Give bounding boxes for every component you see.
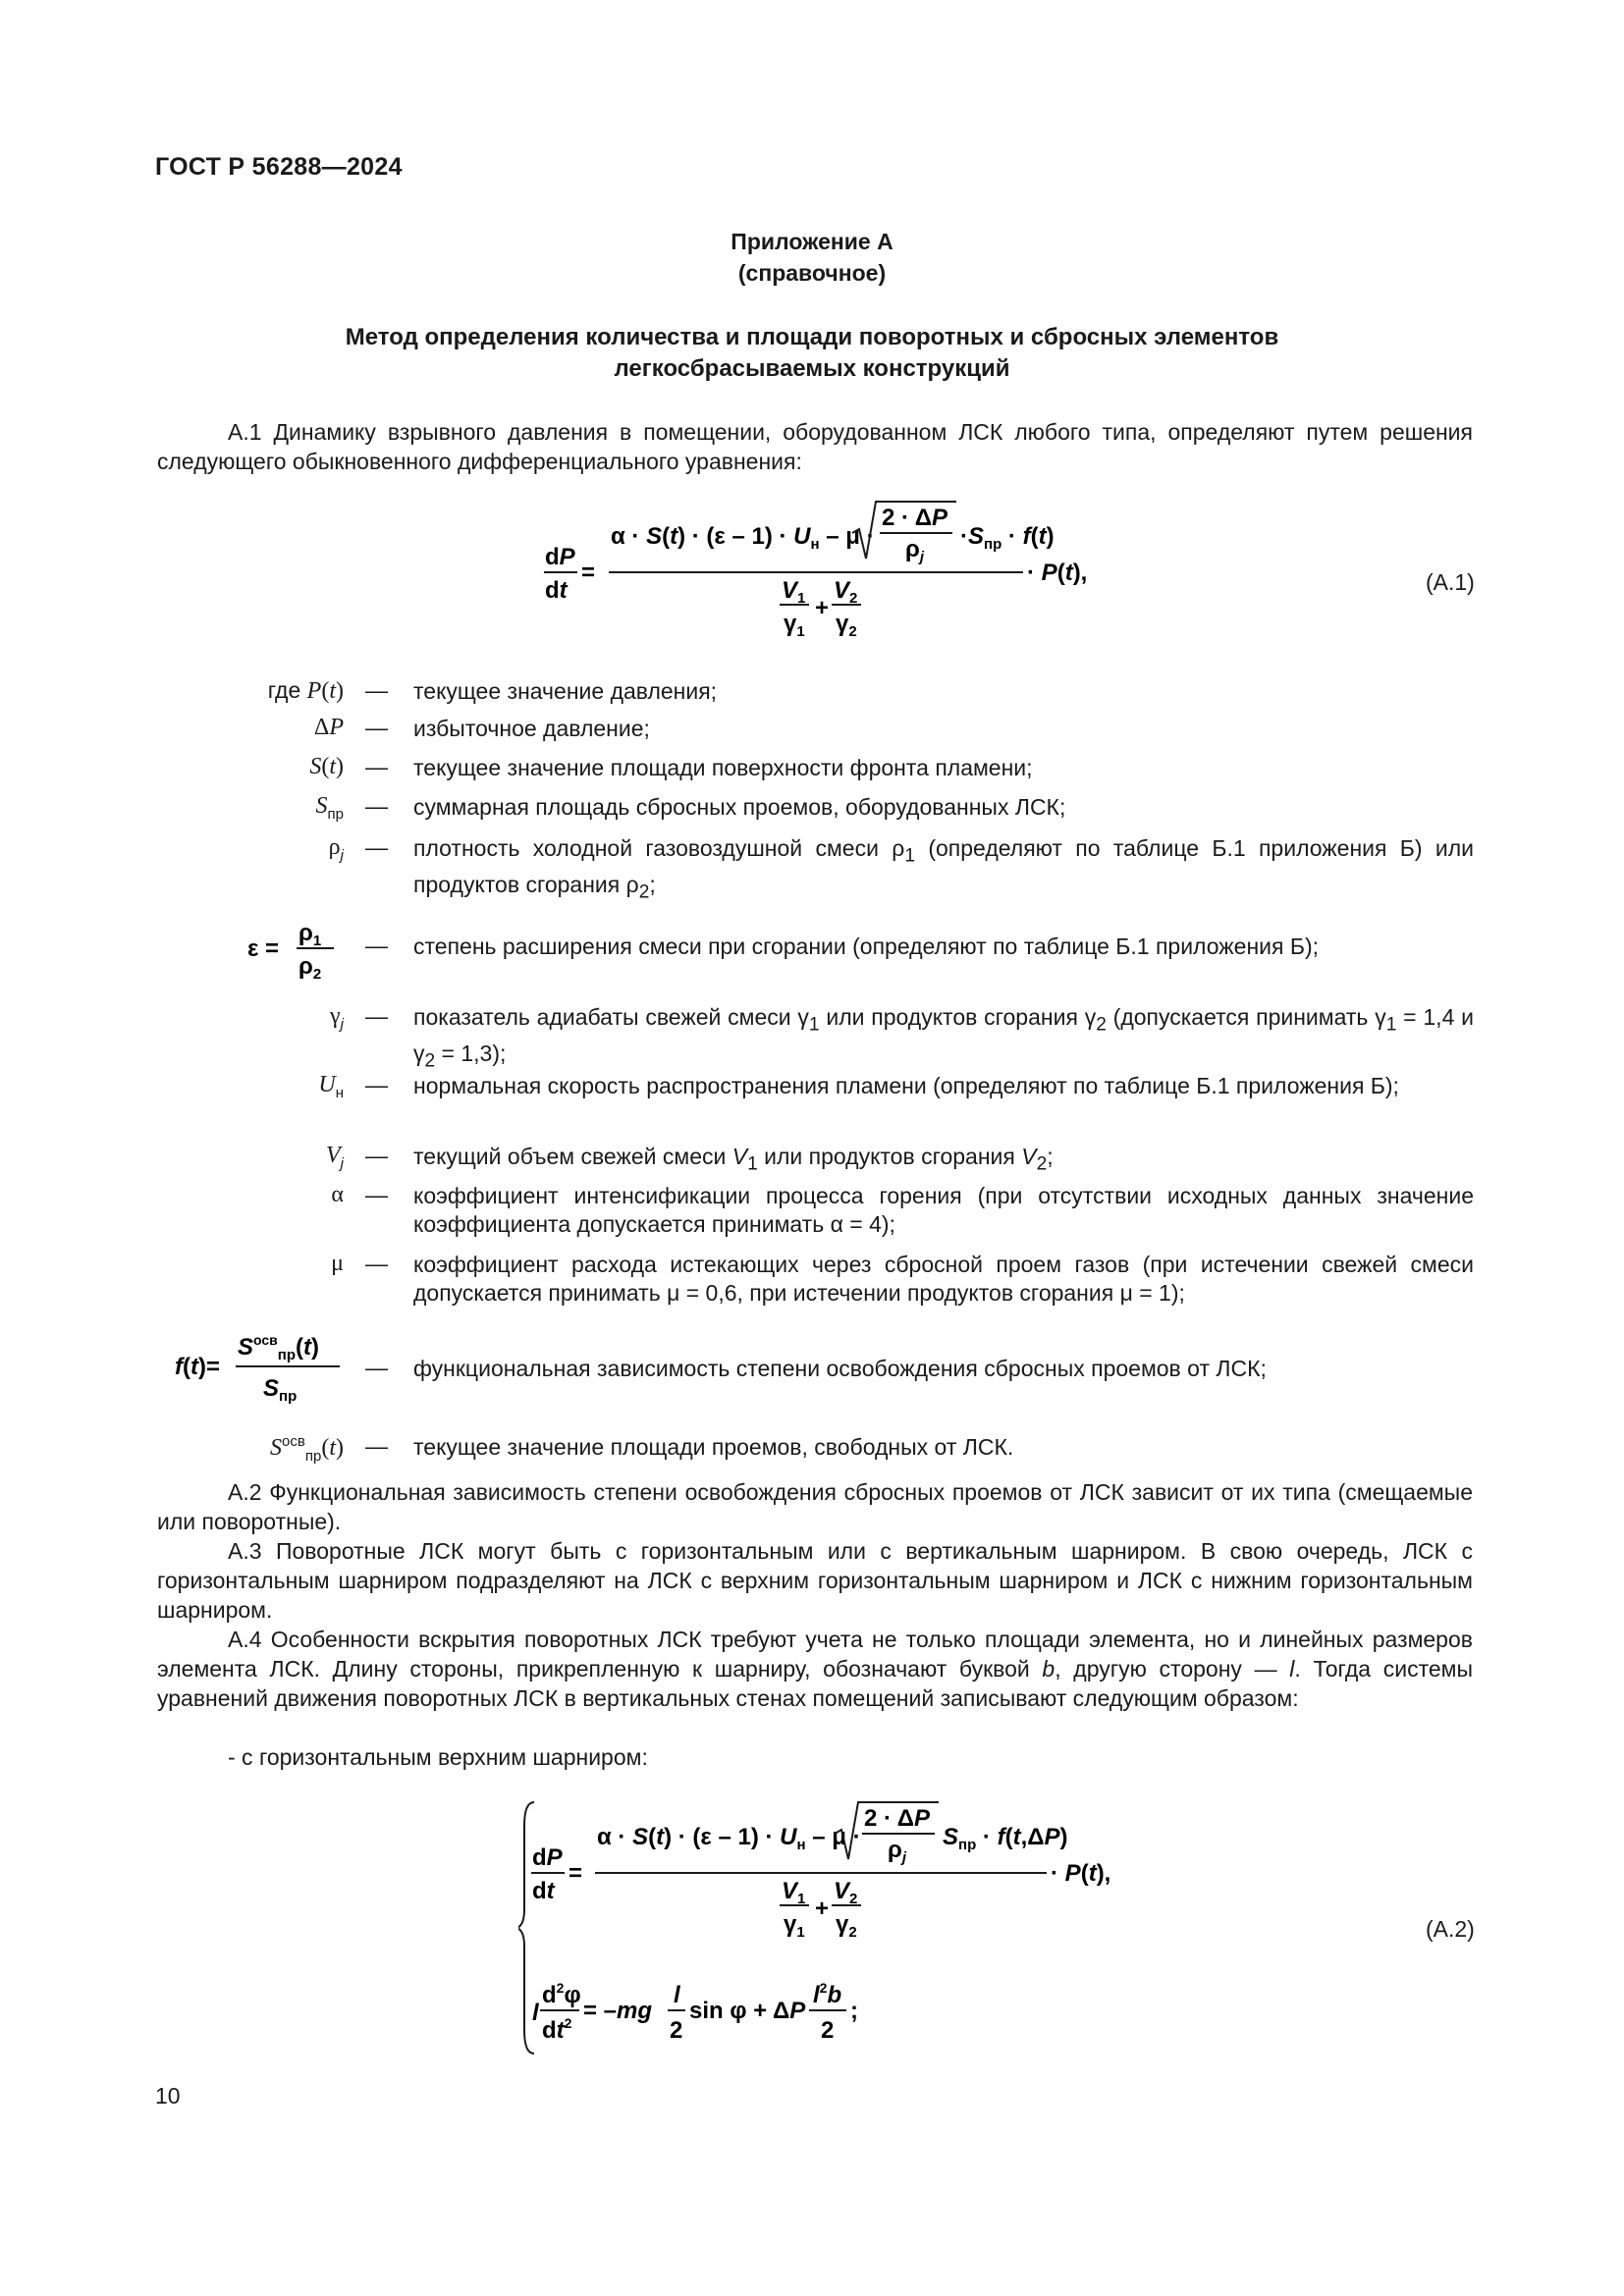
def-symbol-pt: где P(t) bbox=[267, 677, 344, 704]
svg-text:f(t)=: f(t)= bbox=[175, 1354, 221, 1380]
svg-text:2: 2 bbox=[670, 2017, 683, 2044]
svg-text:l: l bbox=[674, 1982, 680, 2008]
svg-text:dt2: $dt^2$ bbox=[542, 2015, 572, 2044]
def-text-sosv: текущее значение площади проемов, свободных от ЛСК. bbox=[413, 1434, 1014, 1460]
def-text-mu: коэффициент расхода истекающих через сбросной проем газов (при истечении свежей смеси допускается принимать μ = 0,6, при истечении продуктов сгорания μ = 1); bbox=[413, 1252, 1474, 1306]
svg-text:Sосвпр(t): $S^{осв}_{пр}(t)$ bbox=[238, 1332, 320, 1363]
svg-text:γ1: $\gamma_1$ bbox=[784, 1911, 805, 1941]
def-text-ft: функциональная зависимость степени освобождения сбросных проемов от ЛСК; bbox=[413, 1356, 1267, 1381]
svg-text:+: + bbox=[815, 595, 830, 621]
svg-text:dt: dt bbox=[532, 1878, 555, 1904]
svg-text:ρj: $\rho_j$ bbox=[905, 536, 925, 565]
def-symbol-un: $U_н$ bbox=[318, 1072, 344, 1101]
def-text-un: нормальная скорость распространения пламени (определяют по таблице Б.1 приложения Б); bbox=[413, 1073, 1399, 1098]
def-dash: — bbox=[365, 1433, 388, 1459]
def-symbol-vj: $V_j$ bbox=[325, 1143, 344, 1172]
svg-text:γ2: $\gamma_2$ bbox=[836, 611, 857, 640]
svg-text:ε =: ε = bbox=[247, 935, 280, 962]
svg-text:V1: $V_1$ bbox=[782, 1878, 806, 1907]
svg-text:dP: dP bbox=[545, 544, 575, 570]
def-symbol-dp: ΔP bbox=[313, 715, 344, 740]
svg-text:+: + bbox=[815, 1896, 830, 1922]
section-title-line1: Метод определения количества и площади поворотных и сбросных элементов bbox=[345, 324, 1279, 350]
def-dash: — bbox=[365, 754, 388, 779]
equation-a1-number: (А.1) bbox=[1426, 569, 1475, 595]
svg-text:=: = bbox=[581, 560, 596, 586]
def-text-epsilon: степень расширения смеси при сгорании (определяют по таблице Б.1 приложения Б); bbox=[413, 934, 1319, 959]
def-text-vj: текущий объем свежей смеси $V_1$ или продуктов сгорания $V_2$; bbox=[413, 1144, 1054, 1175]
def-symbol-epsilon bbox=[244, 913, 352, 984]
svg-text:;: ; bbox=[850, 1998, 858, 2024]
annex-label: Приложение А bbox=[731, 229, 893, 254]
svg-text:2 · ΔP: 2 · ΔP bbox=[882, 505, 948, 531]
def-symbol-rhoj: $\rho_j$ bbox=[328, 834, 344, 864]
equation-a1 bbox=[540, 496, 1110, 643]
section-title-line2: легкосбрасываемых конструкций bbox=[614, 355, 1010, 382]
def-symbol-sosv: $S^{осв}_{пр}(t)$ bbox=[270, 1433, 344, 1465]
svg-text:Sпр · f(t,ΔP): $S_{пр} \cdot f(t,\Delta P)$ bbox=[943, 1824, 1068, 1853]
svg-text:ρj: $\rho_j$ bbox=[888, 1837, 907, 1866]
page-number: 10 bbox=[155, 2083, 181, 2109]
def-text-dp: избыточное давление; bbox=[413, 716, 650, 741]
equation-a2 bbox=[518, 1796, 1127, 2061]
paragraph-a1: А.1 Динамику взрывного давления в помещении, оборудованном ЛСК любого типа, определяют путем решения следующего обыкновенного дифференциального уравнения: bbox=[157, 419, 1473, 474]
def-dash: — bbox=[365, 834, 388, 860]
svg-text:V1: $V_1$ bbox=[782, 577, 806, 607]
svg-text:= –mg: = –mg bbox=[583, 1998, 653, 2024]
svg-text:ρ2: $\rho_2$ bbox=[298, 953, 322, 983]
svg-text:=: = bbox=[568, 1860, 583, 1887]
def-dash: — bbox=[365, 933, 388, 958]
def-symbol-spr: $S_{пр}$ bbox=[315, 793, 344, 823]
svg-text:dt: dt bbox=[545, 577, 568, 604]
svg-text:α · S(t) · (ε – 1) · Uн – μ ·: $\alpha \cdot S(t) \cdot (\varepsilon - 1) \cdot U_н - \mu$ · bbox=[611, 523, 875, 553]
svg-text:γ1: $\gamma_1$ bbox=[784, 611, 805, 640]
svg-text:·Sпр · f(t): $\cdot S_{пр} \cdot f(t)$ bbox=[960, 523, 1055, 553]
def-dash: — bbox=[365, 677, 388, 703]
svg-text:γ2: $\gamma_2$ bbox=[836, 1911, 857, 1941]
def-symbol-st: S(t) bbox=[309, 754, 344, 779]
paragraph-a3: А.3 Поворотные ЛСК могут быть с горизонтальным или с вертикальным шарниром. В свою очередь, ЛСК с горизонтальным шарниром подразделяют на ЛСК с верхним горизонтальным шарниром и ЛСК с нижним горизонтальным шарниром. bbox=[157, 1538, 1473, 1623]
def-text-gammaj: показатель адиабаты свежей смеси $\gamma_1$ или продуктов сгорания $\gamma_2$ (допускается принимать $\gamma_1 = 1,4$ и $\gamma_2 = 1,3$); bbox=[413, 1004, 1475, 1072]
paragraph-hinge-top: - с горизонтальным верхним шарниром: bbox=[228, 1744, 648, 1770]
paragraph-a2: А.2 Функциональная зависимость степени освобождения сбросных проемов от ЛСК зависит от их типа (смещаемые или поворотные). bbox=[157, 1479, 1473, 1534]
def-text-spr: суммарная площадь сбросных проемов, оборудованных ЛСК; bbox=[413, 794, 1066, 820]
svg-text:Sпр: $S_{пр}$ bbox=[263, 1375, 298, 1405]
svg-text:· P(t),: · P(t), bbox=[1027, 560, 1088, 586]
def-symbol-mu: μ bbox=[331, 1251, 344, 1276]
def-dash: — bbox=[365, 1251, 388, 1276]
svg-text:V2: $V_2$ bbox=[834, 577, 858, 607]
def-text-st: текущее значение площади поверхности фронта пламени; bbox=[413, 755, 1033, 780]
svg-text:V2: $V_2$ bbox=[834, 1878, 858, 1907]
def-dash: — bbox=[365, 1143, 388, 1168]
def-dash: — bbox=[365, 1003, 388, 1029]
def-dash: — bbox=[365, 793, 388, 819]
def-dash: — bbox=[365, 1072, 388, 1097]
def-symbol-gammaj: $\gamma_j$ bbox=[330, 1003, 344, 1033]
svg-text:ρ1: $\rho_1$ bbox=[298, 920, 322, 949]
svg-text:l: l bbox=[532, 2000, 539, 2026]
def-dash: — bbox=[365, 1355, 388, 1380]
def-text-alpha: коэффициент интенсификации процесса горения (при отсутствии исходных данных значение коэффициента допускается принимать α = 4); bbox=[413, 1183, 1474, 1237]
svg-text:l2b: $l^2b$ bbox=[813, 1980, 842, 2008]
svg-text:sin φ + ΔP: sin φ + ΔP bbox=[689, 1998, 806, 2024]
svg-text:2 · ΔP: 2 · ΔP bbox=[864, 1805, 931, 1832]
def-symbol-alpha: α bbox=[331, 1182, 344, 1207]
paragraph-a4: А.4 Особенности вскрытия поворотных ЛСК требуют учета не только площади элемента, но и линейных размеров элемента ЛСК. Длину стороны, прикрепленную к шарниру, обозначают буквой b, другую сторону — l. Тогда системы уравнений движения поворотных ЛСК в вертикальных стенах помещений записывают следующим образом: bbox=[157, 1627, 1473, 1711]
svg-text:2: 2 bbox=[821, 2017, 835, 2044]
svg-text:d2φ: $d^2\varphi$ bbox=[542, 1980, 581, 2008]
def-symbol-ft bbox=[173, 1327, 359, 1406]
annex-status: (справочное) bbox=[737, 260, 887, 286]
equation-a2-number: (А.2) bbox=[1426, 1916, 1475, 1942]
def-dash: — bbox=[365, 1182, 388, 1207]
svg-text:α · S(t) · (ε – 1) · Uн – μ ·: $\alpha \cdot S(t) \cdot (\varepsilon - 1) \cdot U_н - \mu$ · bbox=[597, 1824, 861, 1853]
standard-header: ГОСТ Р 56288—2024 bbox=[155, 153, 403, 181]
svg-text:· P(t),: · P(t), bbox=[1051, 1860, 1111, 1887]
def-text-rhoj: плотность холодной газовоздушной смеси $\rho_1$ (определяют по таблице Б.1 приложения Б) или продуктов сгорания $\rho_2$; bbox=[413, 835, 1474, 903]
def-text-pt: текущее значение давления; bbox=[413, 678, 718, 704]
def-dash: — bbox=[365, 715, 388, 740]
svg-text:dP: dP bbox=[532, 1844, 563, 1871]
